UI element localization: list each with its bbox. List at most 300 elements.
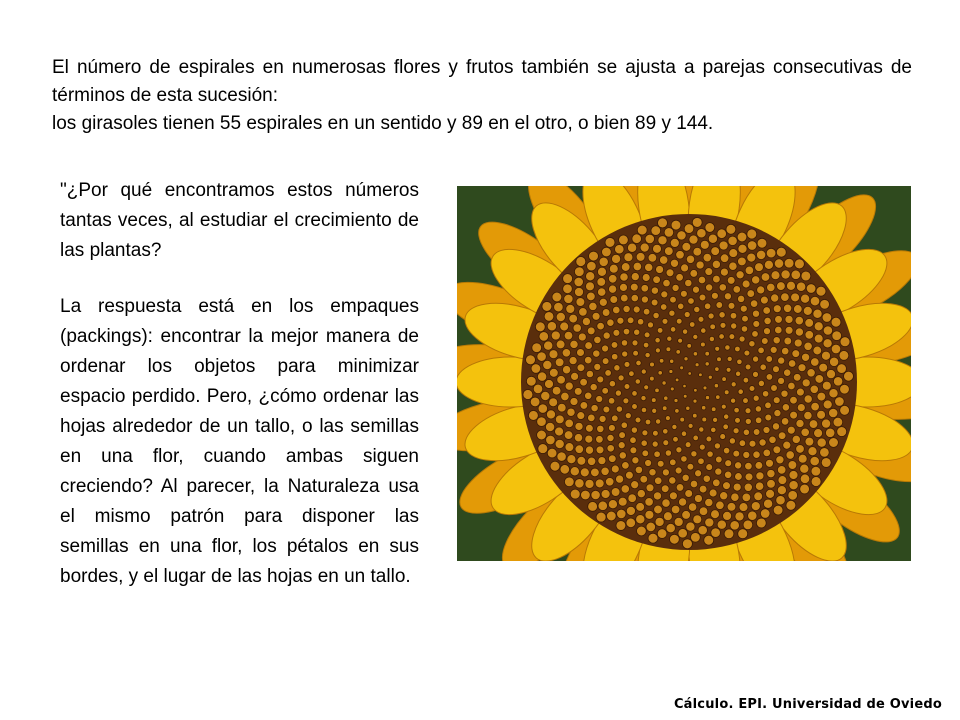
seed-floret <box>756 518 766 528</box>
seed-floret <box>557 403 566 412</box>
seed-floret <box>645 510 654 519</box>
seed-floret <box>701 328 706 333</box>
seed-floret <box>794 339 802 347</box>
seed-floret <box>755 462 763 470</box>
seed-floret <box>601 467 609 475</box>
seed-floret <box>597 278 606 287</box>
seed-floret <box>745 408 751 414</box>
seed-floret <box>666 269 674 277</box>
seed-floret <box>797 404 805 412</box>
seed-floret <box>825 428 835 438</box>
seed-floret <box>711 292 718 299</box>
seed-floret <box>747 229 757 239</box>
seed-floret <box>762 391 768 397</box>
seed-floret <box>663 429 669 435</box>
seed-floret <box>680 290 687 297</box>
seed-floret <box>628 494 637 503</box>
seed-floret <box>735 418 741 424</box>
seed-floret <box>822 381 831 390</box>
seed-floret <box>564 294 573 303</box>
seed-floret <box>823 326 832 335</box>
seed-floret <box>633 262 642 271</box>
seed-floret <box>722 377 727 382</box>
seed-floret <box>670 238 679 247</box>
seed-floret <box>617 317 624 324</box>
seed-floret <box>602 247 612 257</box>
seed-floret <box>751 502 760 511</box>
seed-floret <box>646 522 655 531</box>
seed-floret <box>760 364 766 370</box>
seed-floret <box>723 482 731 490</box>
seed-floret <box>717 520 726 529</box>
seed-floret <box>749 440 756 447</box>
seed-floret <box>773 505 783 515</box>
seed-floret <box>577 364 585 372</box>
seed-floret <box>717 229 727 239</box>
seed-floret <box>624 253 633 262</box>
seed-floret <box>670 296 677 303</box>
seed-floret <box>782 404 789 411</box>
seed-floret <box>603 406 610 413</box>
seed-floret <box>585 435 593 443</box>
seed-floret <box>821 419 830 428</box>
seed-floret <box>704 535 714 545</box>
seed-floret <box>787 426 795 434</box>
seed-floret <box>537 372 546 381</box>
seed-floret <box>611 353 618 360</box>
seed-floret <box>755 417 762 424</box>
seed-floret <box>717 357 722 362</box>
seed-floret <box>537 430 547 440</box>
seed-floret <box>641 369 646 374</box>
seed-floret <box>614 365 620 371</box>
seed-floret <box>699 485 707 493</box>
seed-floret <box>563 284 573 294</box>
seed-floret <box>635 379 640 384</box>
seed-floret <box>601 489 610 498</box>
seed-floret <box>609 264 618 273</box>
seed-floret <box>711 247 720 256</box>
seed-floret <box>589 302 597 310</box>
seed-floret <box>605 478 614 487</box>
seed-floret <box>803 306 812 315</box>
seed-floret <box>681 431 686 436</box>
seed-floret <box>688 423 693 428</box>
seed-floret <box>630 447 637 454</box>
seed-floret <box>608 424 615 431</box>
seed-floret <box>655 388 660 393</box>
seed-floret <box>801 294 810 303</box>
seed-floret <box>556 340 565 349</box>
seed-floret <box>526 355 536 365</box>
seed-floret <box>786 451 794 459</box>
seed-floret <box>813 309 822 318</box>
seed-floret <box>598 501 608 511</box>
seed-floret <box>607 445 615 453</box>
seed-floret <box>817 392 826 401</box>
seed-floret <box>697 228 706 237</box>
seed-floret <box>616 406 622 412</box>
seed-floret <box>776 495 785 504</box>
seed-floret <box>641 407 646 412</box>
seed-floret <box>688 298 695 305</box>
seed-floret <box>649 469 656 476</box>
seed-floret <box>745 266 754 275</box>
seed-floret <box>597 288 605 296</box>
seed-floret <box>686 255 694 263</box>
seed-floret <box>763 328 770 335</box>
seed-floret <box>622 351 628 357</box>
seed-floret <box>657 529 667 539</box>
seed-floret <box>738 389 743 394</box>
seed-floret <box>741 326 747 332</box>
seed-floret <box>789 470 798 479</box>
seed-floret <box>753 451 760 458</box>
seed-floret <box>755 263 764 272</box>
seed-floret <box>784 258 794 268</box>
seed-floret <box>573 324 581 332</box>
seed-floret <box>829 357 838 366</box>
seed-floret <box>591 490 600 499</box>
seed-floret <box>703 475 710 482</box>
seed-floret <box>533 384 543 394</box>
seed-floret <box>694 306 700 312</box>
seed-floret <box>646 484 654 492</box>
seed-floret <box>640 243 649 252</box>
seed-floret <box>766 374 773 381</box>
seed-floret <box>675 378 679 382</box>
seed-floret <box>674 517 683 526</box>
seed-floret <box>726 367 731 372</box>
seed-floret <box>680 366 684 370</box>
seed-floret <box>591 468 600 477</box>
seed-floret <box>662 381 666 385</box>
footer-credit: Cálculo. EPI. Universidad de Oviedo <box>673 697 942 712</box>
seed-floret <box>676 273 684 281</box>
seed-floret <box>840 337 850 347</box>
seed-floret <box>659 358 664 363</box>
seed-floret <box>695 363 699 367</box>
sunflower-image <box>457 186 911 561</box>
seed-floret <box>579 308 588 317</box>
seed-floret <box>596 395 603 402</box>
seed-floret <box>796 388 804 396</box>
seed-floret <box>585 479 594 488</box>
seed-floret <box>618 497 627 506</box>
seed-floret <box>813 346 822 355</box>
seed-floret <box>670 327 676 333</box>
seed-floret <box>829 389 838 398</box>
seed-floret <box>742 280 750 288</box>
seed-floret <box>532 343 542 353</box>
seed-floret <box>577 456 586 465</box>
seed-floret <box>627 243 636 252</box>
seed-floret <box>765 414 772 421</box>
seed-floret <box>612 254 621 263</box>
seed-floret <box>676 318 682 324</box>
seed-floret <box>793 305 802 314</box>
seed-floret <box>807 369 815 377</box>
seed-floret <box>655 348 660 353</box>
seed-floret <box>800 484 810 494</box>
seed-floret <box>615 475 623 483</box>
seed-floret <box>761 338 768 345</box>
seed-floret <box>699 427 704 432</box>
seed-floret <box>669 459 676 466</box>
seed-floret <box>774 410 781 417</box>
seed-floret <box>667 336 672 341</box>
seed-floret <box>636 252 645 261</box>
seed-floret <box>652 408 657 413</box>
seed-floret <box>596 512 606 522</box>
seed-floret <box>645 352 650 357</box>
seed-floret <box>720 268 728 276</box>
seed-floret <box>749 386 755 392</box>
seed-floret <box>651 299 658 306</box>
seed-floret <box>663 440 669 446</box>
seed-floret <box>685 279 692 286</box>
seed-floret <box>708 313 714 319</box>
seed-floret <box>681 264 689 272</box>
seed-floret <box>544 341 553 350</box>
seed-floret <box>743 520 753 530</box>
seed-floret <box>713 417 718 422</box>
seed-floret <box>651 226 661 236</box>
seed-floret <box>557 376 566 385</box>
seed-floret <box>535 322 545 332</box>
seed-floret <box>727 502 736 511</box>
seed-floret <box>623 398 629 404</box>
seed-floret <box>735 512 744 521</box>
seed-floret <box>715 468 722 475</box>
seed-floret <box>653 492 661 500</box>
seed-floret <box>664 228 674 238</box>
seed-floret <box>839 351 849 361</box>
seed-floret <box>636 515 645 524</box>
seed-floret <box>699 373 703 377</box>
seed-floret <box>728 236 737 245</box>
seed-floret <box>767 469 775 477</box>
seed-floret <box>635 466 642 473</box>
seed-floret <box>599 415 606 422</box>
seed-floret <box>735 371 740 376</box>
seed-floret <box>526 376 536 386</box>
seed-floret <box>676 350 681 355</box>
seed-floret <box>728 302 735 309</box>
seed-floret <box>613 329 620 336</box>
seed-floret <box>635 417 641 423</box>
seed-floret <box>766 248 776 258</box>
seed-floret <box>541 391 550 400</box>
seed-floret <box>698 525 707 534</box>
seed-floret <box>733 483 741 491</box>
seed-floret <box>840 384 850 394</box>
seed-floret <box>837 427 847 437</box>
seed-floret <box>643 342 649 348</box>
seed-floret <box>670 387 674 391</box>
seed-floret <box>565 443 574 452</box>
seed-floret <box>684 224 694 234</box>
seed-floret <box>784 337 792 345</box>
seed-floret <box>684 311 690 317</box>
seed-floret <box>574 387 582 395</box>
seed-floret <box>693 515 702 524</box>
seed-floret <box>750 300 757 307</box>
seed-floret <box>555 427 564 436</box>
seed-floret <box>708 234 717 243</box>
seed-floret <box>645 498 654 507</box>
seed-floret <box>777 282 786 291</box>
seed-floret <box>777 486 786 495</box>
seed-floret <box>740 305 747 312</box>
seed-floret <box>564 477 574 487</box>
seed-floret <box>713 479 721 487</box>
seed-floret <box>731 382 736 387</box>
seed-floret <box>570 340 578 348</box>
seed-floret <box>736 271 744 279</box>
seed-floret <box>655 517 664 526</box>
seed-floret <box>805 318 814 327</box>
seed-floret <box>657 328 663 334</box>
seed-floret <box>766 489 775 498</box>
seed-floret <box>790 411 798 419</box>
seed-floret <box>705 268 713 276</box>
seed-floret <box>580 468 589 477</box>
seed-floret <box>795 328 803 336</box>
seed-floret <box>704 303 710 309</box>
seed-floret <box>574 267 584 277</box>
intro-line-2: los girasoles tienen 55 espirales en un sentido y 89 en el otro, o bien 89 y 144. <box>52 113 714 134</box>
seed-floret <box>823 400 832 409</box>
seed-floret <box>744 483 752 491</box>
seed-floret <box>682 242 691 251</box>
seed-floret <box>674 398 678 402</box>
seed-floret <box>721 404 726 409</box>
seed-floret <box>651 287 658 294</box>
seed-floret <box>743 429 749 435</box>
seed-floret <box>549 368 558 377</box>
seed-floret <box>753 356 759 362</box>
seed-floret <box>788 382 796 390</box>
seed-floret <box>631 427 637 433</box>
seed-floret <box>696 261 704 269</box>
seed-floret <box>743 398 749 404</box>
seed-floret <box>613 306 621 314</box>
seed-floret <box>656 265 664 273</box>
seed-floret <box>752 371 758 377</box>
seed-floret <box>688 503 696 511</box>
intro-text <box>52 54 912 138</box>
seed-floret <box>720 322 726 328</box>
seed-floret <box>747 241 757 251</box>
seed-floret <box>569 357 577 365</box>
seed-floret <box>608 398 615 405</box>
seed-floret <box>685 442 691 448</box>
seed-floret <box>546 410 555 419</box>
seed-floret <box>727 276 735 284</box>
seed-floret <box>738 257 747 266</box>
seed-floret <box>773 397 780 404</box>
seed-floret <box>775 316 783 324</box>
seed-floret <box>816 286 826 296</box>
seed-floret <box>561 392 569 400</box>
seed-floret <box>588 502 598 512</box>
seed-floret <box>692 217 702 227</box>
seed-floret <box>593 350 600 357</box>
seed-floret <box>747 253 756 262</box>
seed-floret <box>599 298 607 306</box>
seed-floret <box>528 410 538 420</box>
seed-floret <box>584 392 591 399</box>
seed-floret <box>758 347 765 354</box>
seed-floret <box>617 509 626 518</box>
seed-floret <box>681 456 687 462</box>
seed-floret <box>715 456 722 463</box>
seed-floret <box>634 329 640 335</box>
seed-floret <box>725 345 730 350</box>
seed-floret <box>756 250 765 259</box>
seed-floret <box>645 263 653 271</box>
seed-floret <box>591 404 598 411</box>
seed-floret <box>552 292 562 302</box>
seed-floret <box>771 385 778 392</box>
seed-floret <box>711 407 716 412</box>
seed-floret <box>713 275 721 283</box>
seed-floret <box>784 369 791 376</box>
seed-floret <box>584 356 592 364</box>
seed-floret <box>702 417 707 422</box>
seed-floret <box>641 395 646 400</box>
seed-floret <box>723 424 729 430</box>
seed-floret <box>763 449 771 457</box>
seed-floret <box>703 253 711 261</box>
seed-floret <box>590 384 597 391</box>
seed-floret <box>693 247 702 256</box>
seed-floret <box>814 429 823 438</box>
seed-floret <box>747 290 755 298</box>
seed-floret <box>745 462 753 470</box>
seed-floret <box>661 485 669 493</box>
seed-floret <box>563 274 573 284</box>
seed-floret <box>542 301 552 311</box>
seed-floret <box>688 372 692 376</box>
seed-floret <box>547 448 557 458</box>
seed-floret <box>641 296 648 303</box>
seed-floret <box>621 422 627 428</box>
seed-floret <box>669 492 677 500</box>
seed-floret <box>733 450 740 457</box>
seed-floret <box>664 396 668 400</box>
seed-floret <box>710 324 716 330</box>
seed-floret <box>654 451 661 458</box>
seed-floret <box>596 435 604 443</box>
seed-floret <box>586 282 595 291</box>
seed-floret <box>781 293 790 302</box>
seed-floret <box>607 319 614 326</box>
seed-floret <box>653 312 659 318</box>
seed-floret <box>692 413 697 418</box>
seed-floret <box>680 417 685 422</box>
seed-floret <box>669 534 679 544</box>
seed-floret <box>615 244 625 254</box>
seed-floret <box>711 427 716 432</box>
seed-floret <box>662 499 670 507</box>
seed-floret <box>694 494 702 502</box>
seed-floret <box>645 460 652 467</box>
seed-floret <box>682 474 689 481</box>
seed-floret <box>664 247 673 256</box>
seed-floret <box>538 444 548 454</box>
